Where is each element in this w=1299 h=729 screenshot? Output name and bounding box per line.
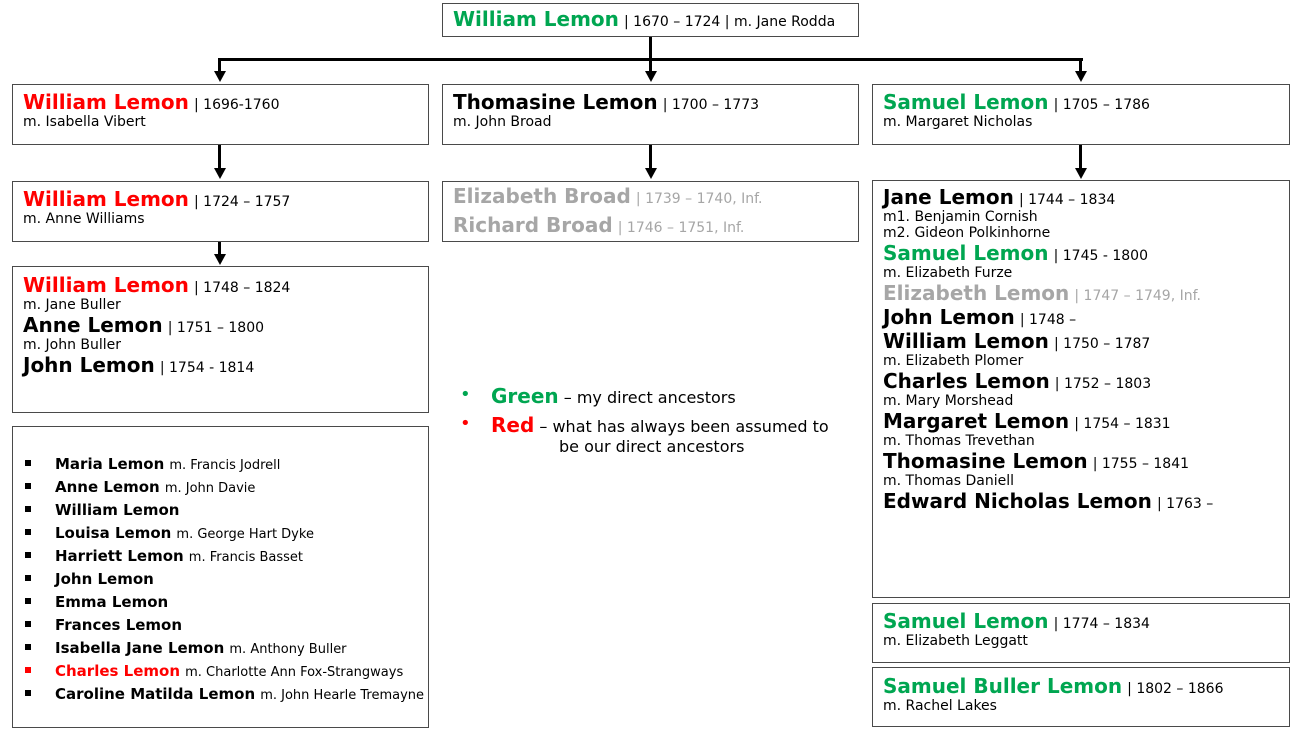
bullet-icon [25, 552, 31, 558]
list-item [25, 452, 418, 475]
person-dates: | 1705 – 1786 [1053, 97, 1150, 113]
person-dates: | 1754 - 1814 [159, 360, 255, 376]
list-item [25, 590, 418, 613]
person-spouse: m. Thomas Daniell [883, 473, 1015, 489]
col1-node-2 [12, 181, 429, 242]
bullet-icon [25, 644, 31, 650]
root-node [442, 3, 859, 37]
child-name: Isabella Jane Lemon [55, 639, 225, 657]
connector-col3-a [1079, 145, 1082, 169]
connector-col2-a [649, 145, 652, 169]
person-spouse: m. John Buller [23, 337, 122, 353]
person-dates: | 1748 – [1019, 312, 1077, 328]
child-name: John Lemon [55, 570, 154, 588]
person-name: Edward Nicholas Lemon [883, 489, 1152, 513]
person-name: Thomasine Lemon [883, 449, 1088, 473]
arrow-col2-a [645, 168, 657, 179]
person-name: William Lemon [23, 187, 189, 211]
person-spouse: m. Elizabeth Furze [883, 265, 1013, 281]
list-item [25, 567, 418, 590]
connector-col2-drop [649, 58, 652, 72]
person-spouse: m. Mary Morshead [883, 393, 1014, 409]
col2-node-2 [442, 181, 859, 242]
person-dates: | 1748 – 1824 [194, 280, 291, 296]
person-name: Charles Lemon [883, 369, 1050, 393]
person-dates: | 1700 – 1773 [662, 97, 760, 113]
child-name: Maria Lemon [55, 455, 165, 473]
legend-text-green: – my direct ancestors [563, 388, 736, 407]
bullet-icon [25, 483, 31, 489]
person-name: Anne Lemon [23, 313, 163, 337]
child-name: Caroline Matilda Lemon [55, 685, 256, 703]
bullet-icon [25, 667, 31, 673]
list-item [25, 659, 418, 682]
child-spouse: m. George Hart Dyke [176, 527, 314, 542]
person-spouse: m2. Gideon Polkinhorne [883, 225, 1051, 241]
arrow-col1-b [214, 254, 226, 265]
person-name: Richard Broad [453, 213, 613, 237]
children-list [25, 452, 425, 705]
person-dates: | 1754 – 1831 [1074, 416, 1171, 432]
person-spouse: m. Jane Buller [23, 297, 121, 313]
connector-col1-a [218, 145, 221, 169]
legend-text-red: – what has always been assumed to [539, 417, 829, 436]
legend-label-green: Green [491, 384, 559, 408]
child-spouse: m. John Hearle Tremayne [260, 688, 425, 703]
list-item [25, 544, 418, 567]
person-dates: | 1724 – 1757 [194, 194, 291, 210]
col3-node-3 [872, 603, 1290, 663]
person-dates: | 1739 – 1740, Inf. [635, 191, 763, 207]
arrow-to-col1 [214, 71, 226, 82]
list-item [25, 521, 418, 544]
person-name: Samuel Lemon [883, 609, 1049, 633]
connector-col1-drop [218, 58, 221, 72]
bullet-icon [25, 506, 31, 512]
col1-node-3 [12, 266, 429, 413]
person-dates: | 1763 – [1156, 496, 1214, 512]
person-name: William Lemon [883, 329, 1049, 353]
person-spouse: m. Elizabeth Plomer [883, 353, 1024, 369]
arrow-col3-a [1075, 168, 1087, 179]
list-item [25, 613, 418, 636]
person-name: Elizabeth Lemon [883, 281, 1070, 305]
child-name: William Lemon [55, 501, 180, 519]
person-dates: | 1752 – 1803 [1054, 376, 1152, 392]
person-name: William Lemon [23, 90, 189, 114]
connector-col3-drop [1079, 58, 1082, 72]
col1-children-box [12, 426, 429, 728]
child-spouse: m. Anthony Buller [229, 642, 347, 657]
child-name: Anne Lemon [55, 478, 160, 496]
child-spouse: m. Francis Basset [188, 550, 303, 565]
person-name: John Lemon [23, 353, 155, 377]
person-name: John Lemon [883, 305, 1015, 329]
bullet-icon [25, 621, 31, 627]
person-spouse: m. Margaret Nicholas [883, 114, 1033, 130]
list-item [25, 498, 418, 521]
child-name: Louisa Lemon [55, 524, 172, 542]
child-spouse: m. Charlotte Ann Fox-Strangways [185, 665, 404, 680]
arrow-to-col3 [1075, 71, 1087, 82]
arrow-to-col2 [645, 71, 657, 82]
bullet-icon [25, 460, 31, 466]
bullet-icon [25, 690, 31, 696]
col2-node-1 [442, 84, 859, 145]
legend-label-red: Red [491, 413, 535, 437]
person-name: Margaret Lemon [883, 409, 1070, 433]
person-name: Elizabeth Broad [453, 184, 631, 208]
child-name: Harriett Lemon [55, 547, 184, 565]
person-name: Samuel Buller Lemon [883, 674, 1123, 698]
list-item [25, 682, 425, 705]
list-item [25, 475, 418, 498]
person-dates: | 1774 – 1834 [1053, 616, 1150, 632]
person-dates: | 1755 – 1841 [1092, 456, 1190, 472]
bullet-icon [25, 598, 31, 604]
person-dates: | 1744 – 1834 [1018, 192, 1116, 208]
child-spouse: m. Francis Jodrell [169, 458, 281, 473]
person-spouse: m. Thomas Trevethan [883, 433, 1035, 449]
person-name: Jane Lemon [883, 185, 1014, 209]
root-connector-vertical [649, 36, 652, 60]
person-name: Samuel Lemon [883, 90, 1049, 114]
person-dates: | 1746 – 1751, Inf. [617, 220, 745, 236]
col3-node-1 [872, 84, 1290, 145]
col3-node-4 [872, 667, 1290, 727]
person-dates: | 1802 – 1866 [1127, 681, 1224, 697]
person-name: William Lemon [23, 273, 189, 297]
person-dates: | 1696-1760 [194, 97, 280, 113]
person-spouse: m. Anne Williams [23, 211, 145, 227]
list-item [25, 636, 418, 659]
legend-dot-red: • [460, 413, 471, 434]
col3-node-2 [872, 180, 1290, 598]
person-spouse: m. Rachel Lakes [883, 698, 997, 714]
child-spouse: m. John Davie [164, 481, 256, 496]
child-name: Frances Lemon [55, 616, 183, 634]
child-name: Charles Lemon [55, 662, 181, 680]
legend [460, 384, 829, 456]
root-dates: | 1670 – 1724 | m. Jane Rodda [624, 14, 836, 30]
person-spouse: m. Elizabeth Leggatt [883, 633, 1028, 649]
person-name: Samuel Lemon [883, 241, 1049, 265]
bullet-icon [25, 529, 31, 535]
person-spouse: m1. Benjamin Cornish [883, 209, 1038, 225]
person-dates: | 1745 - 1800 [1053, 248, 1148, 264]
root-name: William Lemon [453, 7, 619, 31]
person-spouse: m. John Broad [453, 114, 552, 130]
person-dates: | 1751 – 1800 [167, 320, 265, 336]
legend-dot-green: • [460, 384, 471, 405]
arrow-col1-a [214, 168, 226, 179]
col1-node-1 [12, 84, 429, 145]
person-dates: | 1747 – 1749, Inf. [1074, 288, 1201, 304]
person-name: Thomasine Lemon [453, 90, 658, 114]
person-dates: | 1750 – 1787 [1054, 336, 1151, 352]
legend-text-red-cont: be our direct ancestors [559, 437, 745, 456]
child-name: Emma Lemon [55, 593, 169, 611]
bullet-icon [25, 575, 31, 581]
person-spouse: m. Isabella Vibert [23, 114, 146, 130]
